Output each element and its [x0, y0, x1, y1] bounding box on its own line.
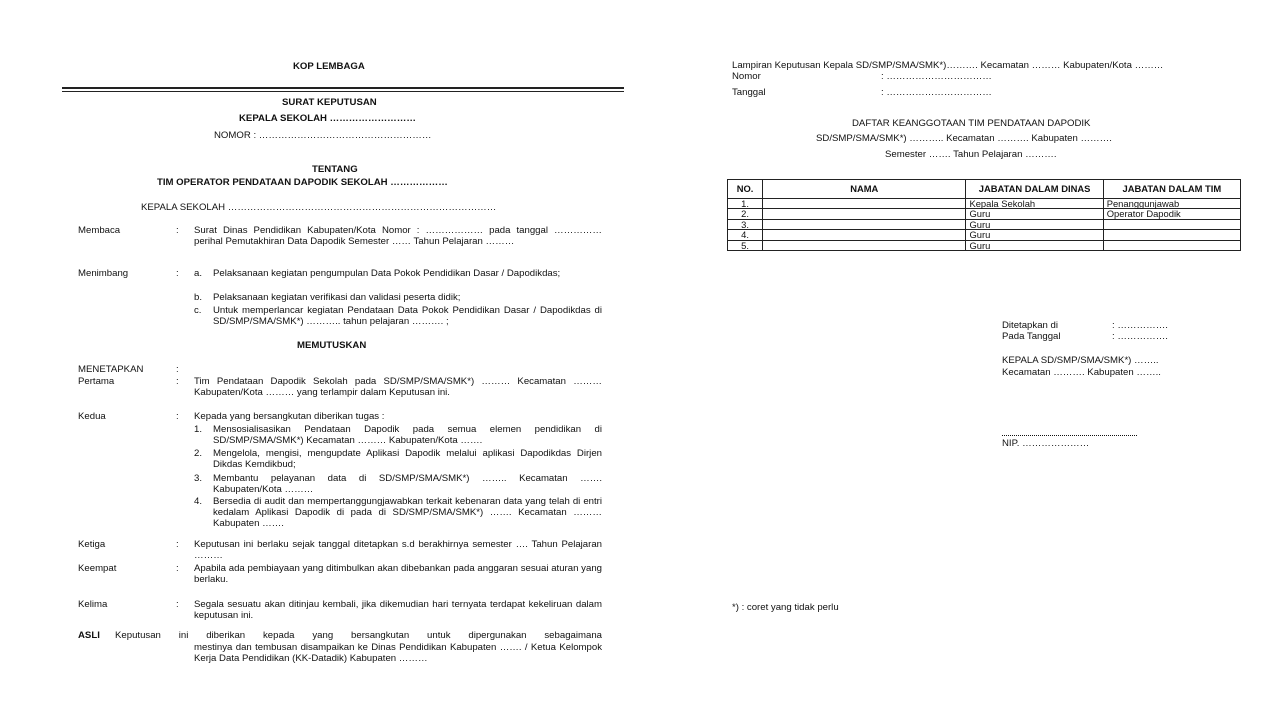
kelima-label: Kelima [78, 599, 108, 610]
row-jabatan-tim [1103, 240, 1240, 250]
tim-operator-heading: TIM OPERATOR PENDATAAN DAPODIK SEKOLAH ……………… [157, 177, 448, 188]
kedua-item-3: Membantu pelayanan data di SD/SMP/SMA/SMK*) …….. Kecamatan ……. Kabupaten/Kota ……… [213, 473, 602, 496]
surat-keputusan-title: SURAT KEPUTUSAN [282, 97, 377, 108]
row-jabatan-dinas: Guru [966, 240, 1103, 250]
membaca-text: Surat Dinas Pendidikan Kabupaten/Kota Nomor : ……………… pada tanggal …………… perihal Pemutakhiran Data Dapodik Semester …… Tahun Pelajaran ……… [194, 225, 602, 248]
table-row [728, 199, 1241, 209]
kedua-marker-2: 2. [194, 448, 203, 459]
asli-label: ASLI [78, 630, 100, 641]
row-no: 5. [728, 240, 763, 250]
tanggal-value: : …………………………… [881, 87, 992, 98]
table-header-row [728, 180, 1241, 199]
nip-line: NIP. ………………… [1002, 438, 1090, 449]
membaca-label: Membaca [78, 225, 121, 236]
row-jabatan-tim [1103, 230, 1240, 240]
kecamatan-signature-line: Kecamatan ………. Kabupaten …….. [1002, 367, 1161, 378]
row-jabatan-tim [1103, 219, 1240, 229]
pertama-text: Tim Pendataan Dapodik Sekolah pada SD/SMP/SMA/SMK*) ……… Kecamatan ……… Kabupaten/Kota ……… yang terlampir dalam Keputusan ini. [194, 376, 602, 399]
pada-tanggal-label: Pada Tanggal [1002, 331, 1061, 342]
tentang-heading: TENTANG [312, 164, 358, 175]
keempat-label: Keempat [78, 563, 117, 574]
pada-tanggal-value: : ……………. [1112, 331, 1168, 342]
pertama-label: Pertama [78, 376, 115, 387]
row-jabatan-dinas: Kepala Sekolah [966, 199, 1103, 209]
table-row [728, 219, 1241, 229]
kedua-label: Kedua [78, 411, 106, 422]
menimbang-item-a: Pelaksanaan kegiatan pengumpulan Data Pokok Pendidikan Dasar / Dapodikdas; [213, 268, 561, 279]
row-nama [763, 199, 966, 209]
kepala-sekolah-line: KEPALA SEKOLAH ………………………………………………………………………… [141, 202, 497, 213]
kop-lembaga: KOP LEMBAGA [293, 61, 365, 72]
menimbang-item-c: Untuk memperlancar kegiatan Pendataan Data Pokok Pendidikan Dasar / Dapodikdas di SD/SMP/SMA/SMK*) ……….. tahun pelajaran ………. ; [213, 305, 602, 328]
kedua-marker-1: 1. [194, 424, 203, 435]
row-nama [763, 230, 966, 240]
kedua-marker-3: 3. [194, 473, 203, 484]
header-jabatan-tim: JABATAN DALAM TIM [1103, 180, 1240, 199]
row-jabatan-dinas: Guru [966, 209, 1103, 219]
menetapkan-sep: : [176, 364, 179, 375]
daftar-heading: DAFTAR KEANGGOTAAN TIM PENDATAAN DAPODIK [852, 118, 1091, 129]
tanggal-label: Tanggal [732, 87, 766, 98]
ditetapkan-value: : ……………. [1112, 320, 1168, 331]
kedua-marker-4: 4. [194, 496, 203, 507]
kelima-text: Segala sesuatu akan ditinjau kembali, jika dikemudian hari ternyata terdapat kekeliruan dalam keputusan ini. [194, 599, 602, 622]
daftar-line3: Semester ……. Tahun Pelajaran ………. [885, 149, 1057, 160]
ditetapkan-label: Ditetapkan di [1002, 320, 1058, 331]
menimbang-marker-c: c. [194, 305, 202, 316]
header-jabatan-dinas: JABATAN DALAM DINAS [966, 180, 1103, 199]
menimbang-item-b: Pelaksanaan kegiatan verifikasi dan validasi peserta didik; [213, 292, 461, 303]
asli-text-line1: Keputusan ini diberikan kepada yang bersangkutan untuk dipergunakan sebagaimana [115, 630, 602, 641]
ketiga-text: Keputusan ini berlaku sejak tanggal ditetapkan s.d berakhirnya semester …. Tahun Pelajaran ……… [194, 539, 602, 562]
ketiga-sep: : [176, 539, 179, 550]
membaca-sep: : [176, 225, 179, 236]
kop-rule-thin [62, 91, 624, 92]
kedua-item-2: Mengelola, mengisi, mengupdate Aplikasi Dapodik melalui aplikasi Dapodikdas Dirjen Dikdas Kemdikbud; [213, 448, 602, 471]
menimbang-sep: : [176, 268, 179, 279]
row-no: 2. [728, 209, 763, 219]
kedua-intro: Kepada yang bersangkutan diberikan tugas : [194, 411, 385, 422]
keempat-sep: : [176, 563, 179, 574]
daftar-line2: SD/SMP/SMA/SMK*) ……….. Kecamatan ………. Kabupaten ………. [816, 133, 1112, 144]
pertama-sep: : [176, 376, 179, 387]
kepala-signature-title: KEPALA SD/SMP/SMA/SMK*) …….. [1002, 355, 1159, 366]
nomor-label: Nomor [732, 71, 761, 82]
kedua-item-1: Mensosialisasikan Pendataan Dapodik pada semua elemen pendidikan di SD/SMP/SMA/SMK*) Kecamatan ……… Kabupaten/Kota ……. [213, 424, 602, 447]
kelima-sep: : [176, 599, 179, 610]
row-nama [763, 240, 966, 250]
row-jabatan-dinas: Guru [966, 219, 1103, 229]
menetapkan-label: MENETAPKAN [78, 364, 144, 375]
footnote: *) : coret yang tidak perlu [732, 602, 839, 613]
row-jabatan-tim: Penanggunjawab [1103, 199, 1240, 209]
row-jabatan-dinas: Guru [966, 230, 1103, 240]
table-row [728, 230, 1241, 240]
row-nama [763, 219, 966, 229]
keempat-text: Apabila ada pembiayaan yang ditimbulkan akan dibebankan pada anggaran sesuai aturan yang berlaku. [194, 563, 602, 586]
row-no: 3. [728, 219, 763, 229]
nomor-value: : …………………………… [881, 71, 992, 82]
row-no: 4. [728, 230, 763, 240]
row-nama [763, 209, 966, 219]
ketiga-label: Ketiga [78, 539, 106, 550]
menimbang-label: Menimbang [78, 268, 129, 279]
table-row [728, 209, 1241, 219]
kop-rule-thick [62, 87, 624, 89]
lampiran-line: Lampiran Keputusan Kepala SD/SMP/SMA/SMK*)………. Kecamatan ……… Kabupaten/Kota ……… [732, 60, 1164, 71]
asli-text-rest: mestinya dan tembusan disampaikan ke Dinas Pendidikan Kabupaten ……. / Ketua Kelompok Kerja Data Pendidikan (KK-Datadik) Kabupaten ……… [194, 642, 602, 665]
signature-name-line [1002, 435, 1137, 436]
nomor-line: NOMOR : ……………………………………………… [214, 130, 432, 141]
menimbang-marker-a: a. [194, 268, 203, 279]
header-nama: NAMA [763, 180, 966, 199]
row-no: 1. [728, 199, 763, 209]
row-jabatan-tim: Operator Dapodik [1103, 209, 1240, 219]
table-row [728, 240, 1241, 250]
kedua-item-4: Bersedia di audit dan mempertanggungjawabkan terkait kebenaran data yang telah di entri kedalam Aplikasi Dapodik di pada di SD/SMP/SMA/SMK*) ……. Kecamatan ……… Kabupaten ……. [213, 496, 602, 530]
kedua-sep: : [176, 411, 179, 422]
menimbang-marker-b: b. [194, 292, 203, 303]
memutuskan-heading: MEMUTUSKAN [297, 340, 367, 351]
header-no: NO. [728, 180, 763, 199]
team-table [727, 179, 1241, 251]
kepala-sekolah-heading: KEPALA SEKOLAH ……………………… [239, 113, 416, 124]
